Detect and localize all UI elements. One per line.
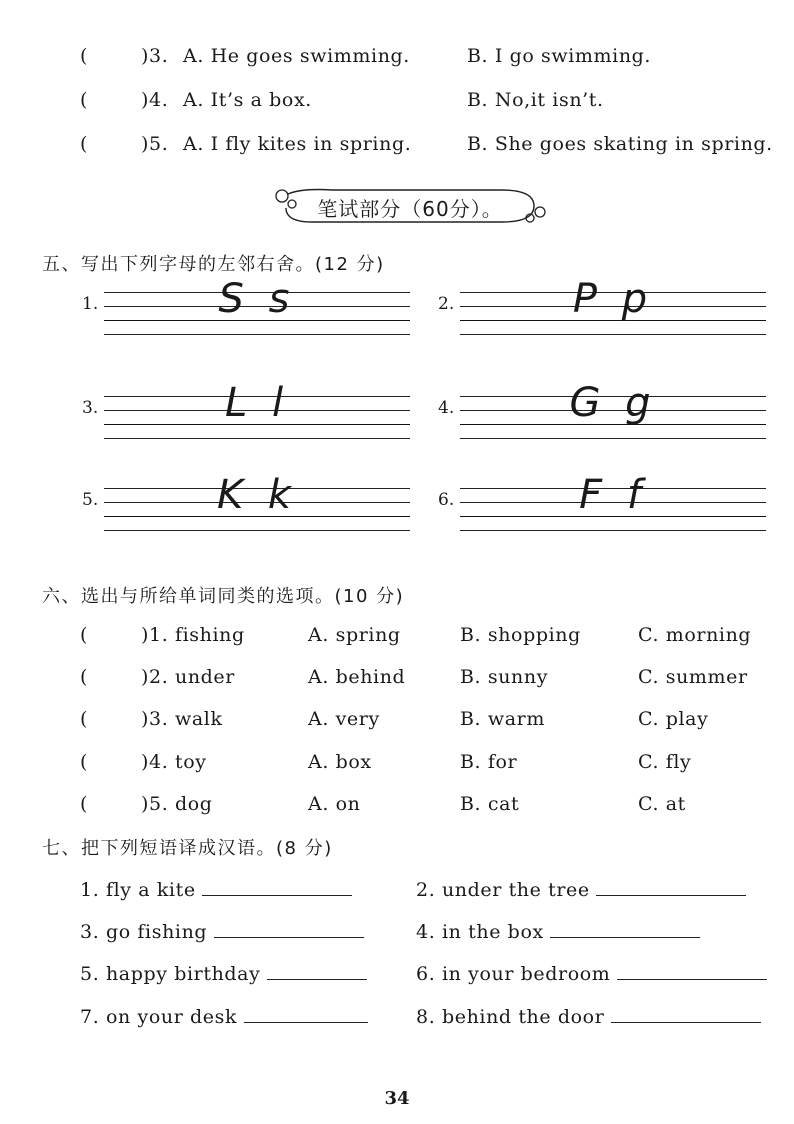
question-number: )3. xyxy=(141,45,169,67)
option-a: A. I fly kites in spring. xyxy=(183,133,412,155)
page-number: 34 xyxy=(384,1088,410,1109)
phrase-item-7: 7. on your desk xyxy=(80,1004,368,1028)
letter-line-2 xyxy=(438,276,766,336)
answer-paren: ( xyxy=(80,45,88,67)
question-number: )5. xyxy=(141,133,169,155)
phrase-item-4: 4. in the box xyxy=(416,919,700,943)
section6-title: 六、选出与所给单词同类的选项。(10 分) xyxy=(42,586,405,607)
answer-blank[interactable] xyxy=(617,961,767,980)
question-number: )4. xyxy=(141,89,169,111)
answer-paren: ( xyxy=(80,751,88,773)
item-number: 4. xyxy=(438,398,455,418)
option-a: A. He goes swimming. xyxy=(183,45,410,67)
option-b: B. She goes skating in spring. xyxy=(467,133,773,155)
option-c: C. play xyxy=(638,708,709,730)
option-c: C. morning xyxy=(638,624,752,646)
given-word: )3. walk xyxy=(141,708,223,730)
given-letters: G g xyxy=(569,380,657,426)
letter-line-1 xyxy=(82,276,410,336)
letter-line-3 xyxy=(82,380,410,440)
given-letters: K k xyxy=(216,472,298,518)
answer-paren: ( xyxy=(80,133,88,155)
option-a: A. on xyxy=(308,793,361,815)
phrase-item-3: 3. go fishing xyxy=(80,919,364,943)
option-b: B. for xyxy=(460,751,518,773)
phrase-item-8: 8. behind the door xyxy=(416,1004,761,1028)
phrase-item-2: 2. under the tree xyxy=(416,877,746,901)
option-a: A. behind xyxy=(308,666,406,688)
answer-paren: ( xyxy=(80,793,88,815)
option-b: B. No,it isn’t. xyxy=(467,89,604,111)
option-b: B. cat xyxy=(460,793,520,815)
item-number: 1. xyxy=(82,294,99,314)
option-c: C. summer xyxy=(638,666,748,688)
option-a: A. It’s a box. xyxy=(183,89,312,111)
option-a: A. very xyxy=(308,708,380,730)
letter-line-4 xyxy=(438,380,766,440)
answer-blank[interactable] xyxy=(611,1004,761,1023)
answer-paren: ( xyxy=(80,666,88,688)
answer-paren: ( xyxy=(80,89,88,111)
given-letters: P p xyxy=(572,276,654,322)
section5-title: 五、写出下列字母的左邻右舍。(12 分) xyxy=(42,254,385,275)
item-number: 5. xyxy=(82,490,99,510)
phrase-item-6: 6. in your bedroom xyxy=(416,961,767,985)
answer-paren: ( xyxy=(80,708,88,730)
option-b: B. sunny xyxy=(460,666,549,688)
banner-title: 笔试部分（60分）。 xyxy=(317,197,503,221)
answer-blank[interactable] xyxy=(550,919,700,938)
item-number: 3. xyxy=(82,398,99,418)
answer-blank[interactable] xyxy=(202,877,352,896)
option-c: C. fly xyxy=(638,751,692,773)
option-a: A. spring xyxy=(308,624,401,646)
answer-blank[interactable] xyxy=(596,877,746,896)
item-number: 2. xyxy=(438,294,455,314)
given-letters: L l xyxy=(224,380,290,426)
given-word: )4. toy xyxy=(141,751,207,773)
given-word: )1. fishing xyxy=(141,624,245,646)
option-b: B. warm xyxy=(460,708,545,730)
given-word: )2. under xyxy=(141,666,235,688)
phrase-item-5: 5. happy birthday xyxy=(80,961,367,985)
given-letters: F f xyxy=(579,472,647,518)
answer-blank[interactable] xyxy=(214,919,364,938)
option-b: B. shopping xyxy=(460,624,581,646)
option-b: B. I go swimming. xyxy=(467,45,652,67)
option-c: C. at xyxy=(638,793,686,815)
given-word: )5. dog xyxy=(141,793,213,815)
option-a: A. box xyxy=(308,751,372,773)
answer-blank[interactable] xyxy=(267,961,367,980)
answer-blank[interactable] xyxy=(244,1004,368,1023)
letter-line-5 xyxy=(82,472,410,532)
letter-line-6 xyxy=(438,472,766,532)
answer-paren: ( xyxy=(80,624,88,646)
section7-title: 七、把下列短语译成汉语。(8 分) xyxy=(42,838,333,859)
written-part-banner xyxy=(272,182,548,230)
item-number: 6. xyxy=(438,490,455,510)
given-letters: S s xyxy=(218,276,296,322)
phrase-item-1: 1. fly a kite xyxy=(80,877,352,901)
